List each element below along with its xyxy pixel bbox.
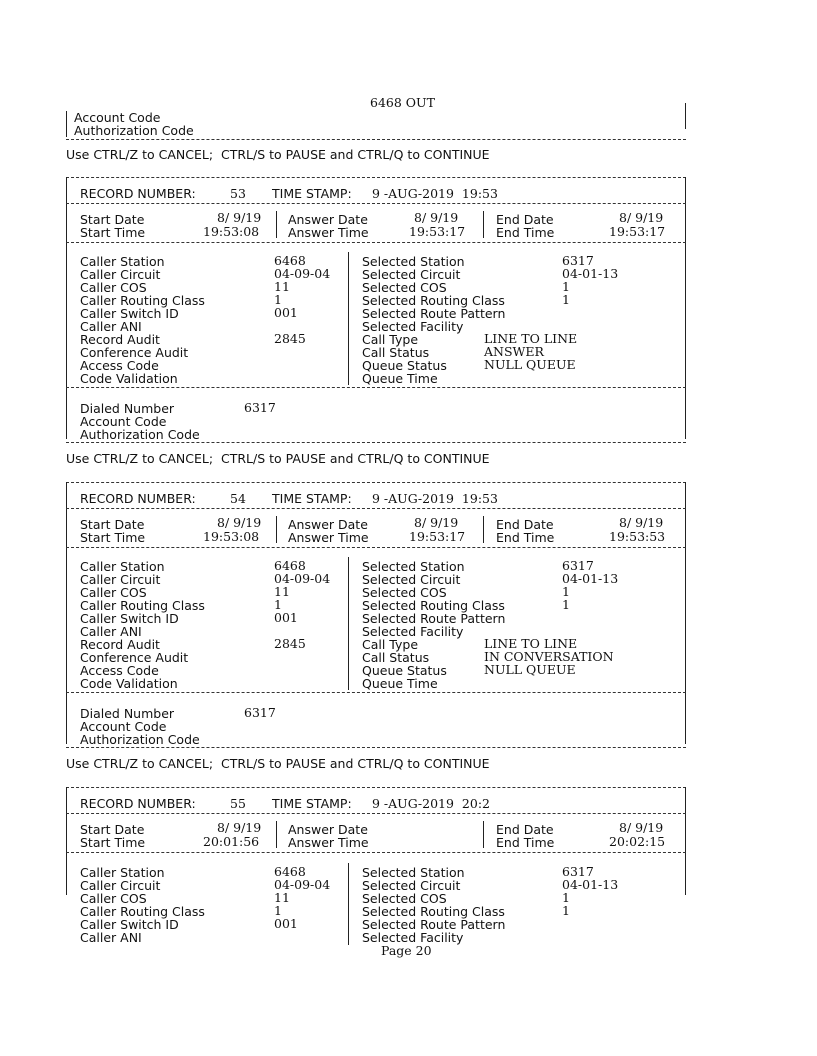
- border-left: [66, 177, 67, 439]
- selected-routing-class-value: 1: [562, 903, 570, 918]
- answer-date-value: 8/ 9/19: [414, 515, 459, 530]
- selected-circuit-label: Selected Circuit: [362, 572, 461, 587]
- selected-station-value: 6317: [562, 253, 594, 268]
- divider: [66, 692, 686, 693]
- caller-station-value: 6468: [274, 864, 306, 879]
- call-type-value: LINE TO LINE: [484, 331, 578, 346]
- divider: [66, 442, 686, 443]
- caller-circuit-label: Caller Circuit: [80, 572, 161, 587]
- selected-station-value: 6317: [562, 558, 594, 573]
- code-validation-label: Code Validation: [80, 371, 178, 386]
- record-audit-label: Record Audit: [80, 332, 160, 347]
- record-number-value: 55: [230, 796, 246, 811]
- caller-cos-value: 11: [274, 279, 290, 294]
- border-right: [685, 103, 686, 129]
- caller-circuit-value: 04-09-04: [274, 877, 331, 892]
- divider: [66, 508, 686, 509]
- queue-status-value: NULL QUEUE: [484, 357, 576, 372]
- caller-switch-id-value: 001: [274, 305, 298, 320]
- start-time-label: Start Time: [80, 530, 146, 545]
- answer-date-value: 8/ 9/19: [414, 210, 459, 225]
- selected-circuit-value: 04-01-13: [562, 571, 619, 586]
- caller-circuit-value: 04-09-04: [274, 266, 331, 281]
- caller-switch-id-label: Caller Switch ID: [80, 306, 179, 321]
- caller-switch-id-value: 001: [274, 610, 298, 625]
- caller-cos-label: Caller COS: [80, 585, 147, 600]
- selected-route-pattern-label: Selected Route Pattern: [362, 917, 506, 932]
- selected-facility-label: Selected Facility: [362, 624, 464, 639]
- selected-routing-class-label: Selected Routing Class: [362, 598, 505, 613]
- border-left: [66, 111, 67, 137]
- divider: [66, 203, 686, 204]
- selected-cos-value: 1: [562, 890, 570, 905]
- caller-ani-label: Caller ANI: [80, 319, 142, 334]
- end-time-label: End Time: [496, 530, 555, 545]
- border-left: [66, 787, 67, 895]
- selected-routing-class-label: Selected Routing Class: [362, 293, 505, 308]
- end-time-label: End Time: [496, 225, 555, 240]
- column-separator: [348, 863, 349, 945]
- conference-audit-label: Conference Audit: [80, 650, 189, 665]
- end-date-label: End Date: [496, 517, 554, 532]
- authorization-code-label: Authorization Code: [80, 732, 200, 747]
- call-type-value: LINE TO LINE: [484, 636, 578, 651]
- caller-circuit-label: Caller Circuit: [80, 267, 161, 282]
- end-date-label: End Date: [496, 212, 554, 227]
- record-number-value: 53: [230, 186, 246, 201]
- end-time-value: 19:53:53: [609, 529, 666, 544]
- selected-circuit-value: 04-01-13: [562, 266, 619, 281]
- divider: [66, 852, 686, 853]
- selected-station-label: Selected Station: [362, 865, 465, 880]
- call-type-label: Call Type: [362, 637, 419, 652]
- caller-circuit-label: Caller Circuit: [80, 878, 161, 893]
- column-separator: [483, 516, 484, 543]
- selected-cos-value: 1: [562, 584, 570, 599]
- dialed-number-value: 6317: [244, 400, 276, 415]
- caller-cos-value: 11: [274, 890, 290, 905]
- record-audit-value: 2845: [274, 636, 306, 651]
- divider: [66, 813, 686, 814]
- time-stamp-label: TIME STAMP:: [272, 186, 352, 201]
- column-separator: [276, 516, 277, 543]
- start-time-value: 19:53:08: [203, 529, 260, 544]
- answer-time-label: Answer Time: [288, 530, 369, 545]
- queue-status-value: NULL QUEUE: [484, 662, 576, 677]
- divider: [66, 482, 686, 483]
- record-number-label: RECORD NUMBER:: [80, 796, 196, 811]
- record-number-label: RECORD NUMBER:: [80, 186, 196, 201]
- caller-cos-value: 11: [274, 584, 290, 599]
- divider: [66, 387, 686, 388]
- queue-time-label: Queue Time: [362, 676, 438, 691]
- divider: [66, 787, 686, 788]
- answer-date-label: Answer Date: [288, 822, 368, 837]
- queue-status-label: Queue Status: [362, 358, 447, 373]
- caller-switch-id-label: Caller Switch ID: [80, 917, 179, 932]
- caller-routing-class-value: 1: [274, 597, 282, 612]
- account-code-label: Account Code: [80, 719, 167, 734]
- end-time-label: End Time: [496, 835, 555, 850]
- selected-station-label: Selected Station: [362, 254, 465, 269]
- authorization-code-label: Authorization Code: [74, 123, 194, 138]
- border-right: [685, 482, 686, 744]
- selected-circuit-label: Selected Circuit: [362, 878, 461, 893]
- dialed-number-value: 6317: [244, 705, 276, 720]
- start-date-label: Start Date: [80, 212, 145, 227]
- selected-station-value: 6317: [562, 864, 594, 879]
- selected-circuit-label: Selected Circuit: [362, 267, 461, 282]
- selected-facility-label: Selected Facility: [362, 319, 464, 334]
- selected-routing-class-value: 1: [562, 597, 570, 612]
- dialed-number-label: Dialed Number: [80, 401, 175, 416]
- caller-routing-class-label: Caller Routing Class: [80, 904, 205, 919]
- caller-ani-label: Caller ANI: [80, 930, 142, 945]
- queue-time-label: Queue Time: [362, 371, 438, 386]
- start-time-label: Start Time: [80, 225, 146, 240]
- divider: [66, 139, 686, 140]
- selected-cos-label: Selected COS: [362, 891, 447, 906]
- caller-station-label: Caller Station: [80, 254, 165, 269]
- time-stamp-label: TIME STAMP:: [272, 796, 352, 811]
- answer-time-value: 19:53:17: [409, 529, 466, 544]
- start-time-label: Start Time: [80, 835, 146, 850]
- record-audit-value: 2845: [274, 331, 306, 346]
- record-number-value: 54: [230, 491, 246, 506]
- caller-station-label: Caller Station: [80, 559, 165, 574]
- time-stamp-value: 9 -AUG-2019 19:53: [372, 186, 498, 201]
- control-instructions: Use CTRL/Z to CANCEL; CTRL/S to PAUSE and CTRL/Q to CONTINUE: [66, 147, 490, 162]
- selected-routing-class-value: 1: [562, 292, 570, 307]
- border-right: [685, 177, 686, 439]
- selected-routing-class-label: Selected Routing Class: [362, 904, 505, 919]
- code-validation-label: Code Validation: [80, 676, 178, 691]
- selected-route-pattern-label: Selected Route Pattern: [362, 611, 506, 626]
- border-left: [66, 482, 67, 744]
- end-date-value: 8/ 9/19: [619, 210, 664, 225]
- column-separator: [483, 211, 484, 238]
- time-stamp-value: 9 -AUG-2019 19:53: [372, 491, 498, 506]
- border-right: [685, 787, 686, 895]
- divider: [66, 547, 686, 548]
- record-number-label: RECORD NUMBER:: [80, 491, 196, 506]
- caller-circuit-value: 04-09-04: [274, 571, 331, 586]
- record-audit-label: Record Audit: [80, 637, 160, 652]
- start-date-value: 8/ 9/19: [217, 820, 262, 835]
- answer-time-value: 19:53:17: [409, 224, 466, 239]
- column-separator: [348, 252, 349, 385]
- selected-cos-value: 1: [562, 279, 570, 294]
- end-date-value: 8/ 9/19: [619, 515, 664, 530]
- end-date-value: 8/ 9/19: [619, 820, 664, 835]
- end-time-value: 19:53:17: [609, 224, 666, 239]
- caller-ani-label: Caller ANI: [80, 624, 142, 639]
- caller-cos-label: Caller COS: [80, 891, 147, 906]
- start-time-value: 20:01:56: [203, 834, 260, 849]
- account-code-label: Account Code: [74, 110, 161, 125]
- selected-route-pattern-label: Selected Route Pattern: [362, 306, 506, 321]
- column-separator: [483, 821, 484, 848]
- caller-routing-class-value: 1: [274, 903, 282, 918]
- caller-station-value: 6468: [274, 253, 306, 268]
- caller-switch-id-label: Caller Switch ID: [80, 611, 179, 626]
- account-code-label: Account Code: [80, 414, 167, 429]
- caller-switch-id-value: 001: [274, 916, 298, 931]
- column-separator: [348, 557, 349, 690]
- answer-date-label: Answer Date: [288, 212, 368, 227]
- answer-date-label: Answer Date: [288, 517, 368, 532]
- caller-station-label: Caller Station: [80, 865, 165, 880]
- column-separator: [276, 821, 277, 848]
- caller-routing-class-value: 1: [274, 292, 282, 307]
- start-date-label: Start Date: [80, 517, 145, 532]
- divider: [66, 747, 686, 748]
- end-date-label: End Date: [496, 822, 554, 837]
- access-code-label: Access Code: [80, 358, 159, 373]
- selected-facility-label: Selected Facility: [362, 930, 464, 945]
- caller-routing-class-label: Caller Routing Class: [80, 598, 205, 613]
- start-time-value: 19:53:08: [203, 224, 260, 239]
- time-stamp-label: TIME STAMP:: [272, 491, 352, 506]
- caller-station-value: 6468: [274, 558, 306, 573]
- access-code-label: Access Code: [80, 663, 159, 678]
- call-status-value: IN CONVERSATION: [484, 649, 614, 664]
- caller-cos-label: Caller COS: [80, 280, 147, 295]
- caller-routing-class-label: Caller Routing Class: [80, 293, 205, 308]
- control-instructions: Use CTRL/Z to CANCEL; CTRL/S to PAUSE and CTRL/Q to CONTINUE: [66, 451, 490, 466]
- call-status-label: Call Status: [362, 345, 430, 360]
- start-date-value: 8/ 9/19: [217, 210, 262, 225]
- divider: [66, 177, 686, 178]
- selected-cos-label: Selected COS: [362, 585, 447, 600]
- call-status-value: ANSWER: [484, 344, 544, 359]
- control-instructions: Use CTRL/Z to CANCEL; CTRL/S to PAUSE and CTRL/Q to CONTINUE: [66, 756, 490, 771]
- dialed-number-label: Dialed Number: [80, 706, 175, 721]
- time-stamp-value: 9 -AUG-2019 20:2: [372, 796, 490, 811]
- call-status-label: Call Status: [362, 650, 430, 665]
- selected-station-label: Selected Station: [362, 559, 465, 574]
- page-number: Page 20: [381, 943, 432, 958]
- answer-time-label: Answer Time: [288, 835, 369, 850]
- authorization-code-label: Authorization Code: [80, 427, 200, 442]
- selected-circuit-value: 04-01-13: [562, 877, 619, 892]
- selected-cos-label: Selected COS: [362, 280, 447, 295]
- column-separator: [276, 211, 277, 238]
- queue-status-label: Queue Status: [362, 663, 447, 678]
- start-date-value: 8/ 9/19: [217, 515, 262, 530]
- conference-audit-label: Conference Audit: [80, 345, 189, 360]
- report-title: 6468 OUT: [370, 95, 435, 110]
- start-date-label: Start Date: [80, 822, 145, 837]
- divider: [66, 242, 686, 243]
- answer-time-label: Answer Time: [288, 225, 369, 240]
- call-type-label: Call Type: [362, 332, 419, 347]
- end-time-value: 20:02:15: [609, 834, 666, 849]
